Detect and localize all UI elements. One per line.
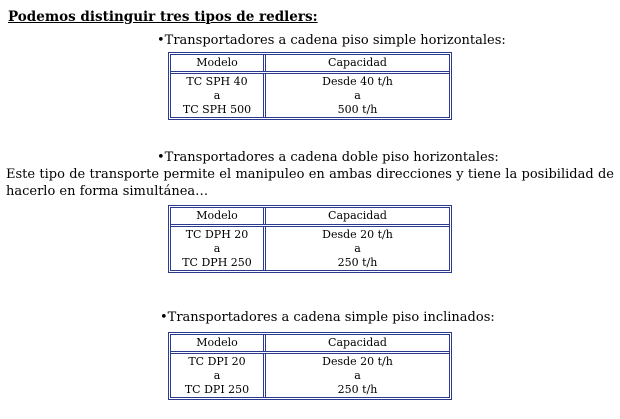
modelo-cell — [171, 227, 266, 270]
capacidad-line: 250 t/h — [337, 383, 378, 396]
table-row — [171, 74, 449, 117]
table-row — [171, 227, 449, 270]
capacidad-line: a — [354, 369, 361, 382]
modelo-line: TC SPH 500 — [182, 103, 252, 116]
section-3-title: •Transportadores a cadena simple piso inclinados: — [160, 310, 495, 325]
modelo-cell — [171, 74, 266, 117]
header-modelo: Modelo — [171, 335, 266, 351]
capacidad-line: Desde 20 t/h — [322, 228, 393, 241]
table-header-row — [171, 208, 449, 227]
modelo-line: a — [213, 89, 221, 102]
modelo-line: a — [213, 369, 221, 382]
capacidad-cell — [266, 354, 449, 397]
modelo-line: TC DPI 250 — [184, 383, 250, 396]
modelo-cell — [171, 354, 266, 397]
header-modelo: Modelo — [171, 208, 266, 224]
table-dph — [168, 205, 452, 273]
capacidad-line: a — [354, 242, 361, 255]
capacidad-line: 250 t/h — [337, 256, 378, 269]
table-sph — [168, 52, 452, 120]
modelo-line: a — [213, 242, 221, 255]
section-1-title: •Transportadores a cadena piso simple horizontales: — [157, 33, 506, 48]
table-row — [171, 354, 449, 397]
capacidad-cell — [266, 74, 449, 117]
table-header-row — [171, 55, 449, 74]
modelo-line: TC SPH 40 — [186, 75, 248, 88]
modelo-line: TC DPH 20 — [185, 228, 249, 241]
capacidad-line: Desde 40 t/h — [322, 75, 393, 88]
table-header-row — [171, 335, 449, 354]
header-capacidad: Capacidad — [328, 56, 387, 69]
header-capacidad: Capacidad — [328, 209, 387, 222]
header-modelo: Modelo — [171, 55, 266, 71]
modelo-line: TC DPH 250 — [182, 256, 252, 269]
capacidad-line: Desde 20 t/h — [322, 355, 393, 368]
header-capacidad: Capacidad — [328, 336, 387, 349]
page-heading: Podemos distinguir tres tipos de redlers: — [8, 9, 318, 25]
capacidad-line: 500 t/h — [337, 103, 378, 116]
modelo-line: TC DPI 20 — [188, 355, 246, 368]
capacidad-line: a — [354, 89, 361, 102]
capacidad-cell — [266, 227, 449, 270]
table-dpi — [168, 332, 452, 400]
section-2-paragraph: Este tipo de transporte permite el manipuleo en ambas direcciones y tiene la posibilidad de hacerlo en forma simultánea… — [6, 167, 614, 199]
section-2-title: •Transportadores a cadena doble piso horizontales: — [157, 150, 499, 165]
